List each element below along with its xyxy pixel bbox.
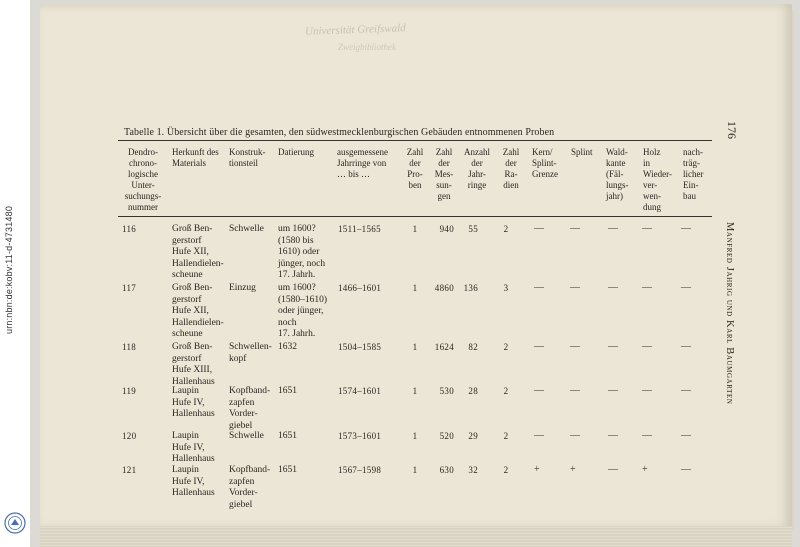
cell-proben: 1 <box>412 386 418 396</box>
cell-einbau: — <box>681 385 691 396</box>
cell-herkunft: Laupin Hufe IV, Hallenhaus <box>172 386 215 419</box>
cell-herkunft: Laupin Hufe IV, Hallenhaus <box>172 465 215 498</box>
cell-anzahl: 136 <box>463 283 478 293</box>
header-nachtraeglicher-einbau: nach- träg- licher Ein- bau <box>683 147 704 201</box>
cell-holz: — <box>642 282 652 293</box>
header-holz-wiederverwendung: Holz in Wieder- ver- wen- dung <box>643 147 672 212</box>
cell-proben: 1 <box>412 224 418 234</box>
cell-jahrringe: 1573–1601 <box>338 431 382 441</box>
running-title-authors: Manfred Jahrig und Karl Baumgarten <box>724 222 735 405</box>
cell-waldkante: — <box>608 430 618 441</box>
cell-einbau: — <box>681 430 691 441</box>
book-page <box>40 4 792 529</box>
cell-kern-splint: + <box>534 464 540 475</box>
cell-konstruktionsteil: Schwellen- kopf <box>229 342 272 364</box>
cell-proben: 1 <box>412 431 418 441</box>
cell-nummer: 116 <box>122 224 137 234</box>
header-waldkante: Wald- kante (Fäl- lungs- jahr) <box>606 147 629 201</box>
cell-splint: — <box>570 282 580 293</box>
cell-einbau: — <box>681 282 691 293</box>
cell-einbau: — <box>681 341 691 352</box>
cell-anzahl: 55 <box>468 224 478 234</box>
cell-splint: + <box>570 464 576 475</box>
cell-datierung: 1651 <box>278 465 297 475</box>
cell-datierung: um 1600? (1580–1610) oder jünger, noch 17. Jahrh. <box>278 283 328 339</box>
cell-datierung: um 1600? (1580 bis 1610) oder jünger, noch 17. Jahrh. <box>278 224 326 280</box>
cell-nummer: 121 <box>122 465 137 475</box>
cell-jahrringe: 1511–1565 <box>338 224 381 234</box>
cell-messungen: 4860 <box>434 283 454 293</box>
cell-herkunft: Groß Ben- gerstorf Hufe XII, Hallendielen- scheune <box>172 224 224 280</box>
cell-radien: 2 <box>503 342 509 352</box>
cell-waldkante: — <box>608 464 618 475</box>
cell-datierung: 1651 <box>278 386 297 396</box>
cell-anzahl: 29 <box>468 431 478 441</box>
cell-anzahl: 32 <box>468 465 478 475</box>
cell-konstruktionsteil: Schwelle <box>229 431 264 441</box>
library-stamp: Universität Greifswald <box>304 22 406 38</box>
cell-datierung: 1651 <box>278 431 297 441</box>
library-stamp-sub: Zweigbibliothek <box>338 42 396 52</box>
cell-herkunft: Groß Ben- gerstorf Hufe XIII, Hallenhaus <box>172 342 215 387</box>
cell-waldkante: — <box>608 223 618 234</box>
cell-nummer: 118 <box>122 342 137 352</box>
repository-urn-label: urn:nbn:de:kobv:11-d-4731480 <box>4 205 14 335</box>
cell-splint: — <box>570 430 580 441</box>
cell-holz: + <box>642 464 648 475</box>
header-splint: Splint <box>571 147 593 157</box>
cell-splint: — <box>570 385 580 396</box>
cell-nummer: 117 <box>122 283 137 293</box>
cell-kern-splint: — <box>534 430 544 441</box>
cell-messungen: 530 <box>439 386 454 396</box>
cell-herkunft: Laupin Hufe IV, Hallenhaus <box>172 431 215 464</box>
header-kern-splint: Kern/ Splint- Grenze <box>532 147 558 179</box>
cell-herkunft: Groß Ben- gerstorf Hufe XII, Hallendielen- scheune <box>172 283 224 339</box>
cell-holz: — <box>642 223 652 234</box>
cell-kern-splint: — <box>534 341 544 352</box>
cell-proben: 1 <box>412 342 418 352</box>
cell-splint: — <box>570 223 580 234</box>
cell-konstruktionsteil: Einzug <box>229 283 256 293</box>
cell-waldkante: — <box>608 341 618 352</box>
header-nummer: Dendro- chrono- logische Unter- suchungs- nummer <box>124 147 162 212</box>
cell-jahrringe: 1466–1601 <box>338 283 382 293</box>
cell-radien: 2 <box>503 224 509 234</box>
cell-anzahl: 82 <box>468 342 478 352</box>
cell-radien: 2 <box>503 431 509 441</box>
cell-splint: — <box>570 341 580 352</box>
table-caption: Tabelle 1. Übersicht über die gesamten, den südwestmecklenburgischen Gebäuden entnommenen Proben <box>124 127 555 138</box>
page-number: 176 <box>725 121 739 139</box>
cell-konstruktionsteil: Schwelle <box>229 224 264 234</box>
cell-waldkante: — <box>608 385 618 396</box>
cell-proben: 1 <box>412 465 418 475</box>
cell-messungen: 630 <box>439 465 454 475</box>
header-proben: Zahl der Pro- ben <box>406 147 424 190</box>
cell-einbau: — <box>681 464 691 475</box>
cell-kern-splint: — <box>534 223 544 234</box>
header-anzahl: Anzahl der Jahr- ringe <box>464 147 490 190</box>
library-seal-icon <box>4 512 26 534</box>
cell-jahrringe: 1567–1598 <box>338 465 382 475</box>
cell-kern-splint: — <box>534 385 544 396</box>
table-header-rule <box>118 216 712 217</box>
cell-datierung: 1632 <box>278 342 297 352</box>
cell-einbau: — <box>681 223 691 234</box>
header-datierung: Datierung <box>278 147 314 157</box>
header-herkunft: Herkunft des Materials <box>172 147 219 168</box>
cell-messungen: 940 <box>439 224 454 234</box>
cell-radien: 2 <box>503 386 509 396</box>
cell-holz: — <box>642 341 652 352</box>
cell-holz: — <box>642 385 652 396</box>
cell-konstruktionsteil: Kopfband- zapfen Vorder- giebel <box>229 386 271 431</box>
header-konstruktionsteil: Konstruk- tionsteil <box>229 147 266 168</box>
cell-anzahl: 28 <box>468 386 478 396</box>
cell-nummer: 119 <box>122 386 137 396</box>
table-top-rule <box>118 140 712 141</box>
cell-messungen: 520 <box>439 431 454 441</box>
cell-messungen: 1624 <box>434 342 454 352</box>
cell-jahrringe: 1574–1601 <box>338 386 382 396</box>
cell-konstruktionsteil: Kopfband- zapfen Vorder- giebel <box>229 465 271 510</box>
cell-waldkante: — <box>608 282 618 293</box>
cell-radien: 2 <box>503 465 509 475</box>
cell-holz: — <box>642 430 652 441</box>
cell-radien: 3 <box>503 283 509 293</box>
header-radien: Zahl der Ra- dien <box>502 147 520 190</box>
cell-nummer: 120 <box>122 431 137 441</box>
header-messungen: Zahl der Mes- sun- gen <box>434 147 454 201</box>
header-jahrringe: ausgemessene Jahrringe von … bis … <box>337 147 388 179</box>
cell-proben: 1 <box>412 283 418 293</box>
cell-kern-splint: — <box>534 282 544 293</box>
cell-jahrringe: 1504–1585 <box>338 342 382 352</box>
book-bottom-edges <box>40 526 792 547</box>
